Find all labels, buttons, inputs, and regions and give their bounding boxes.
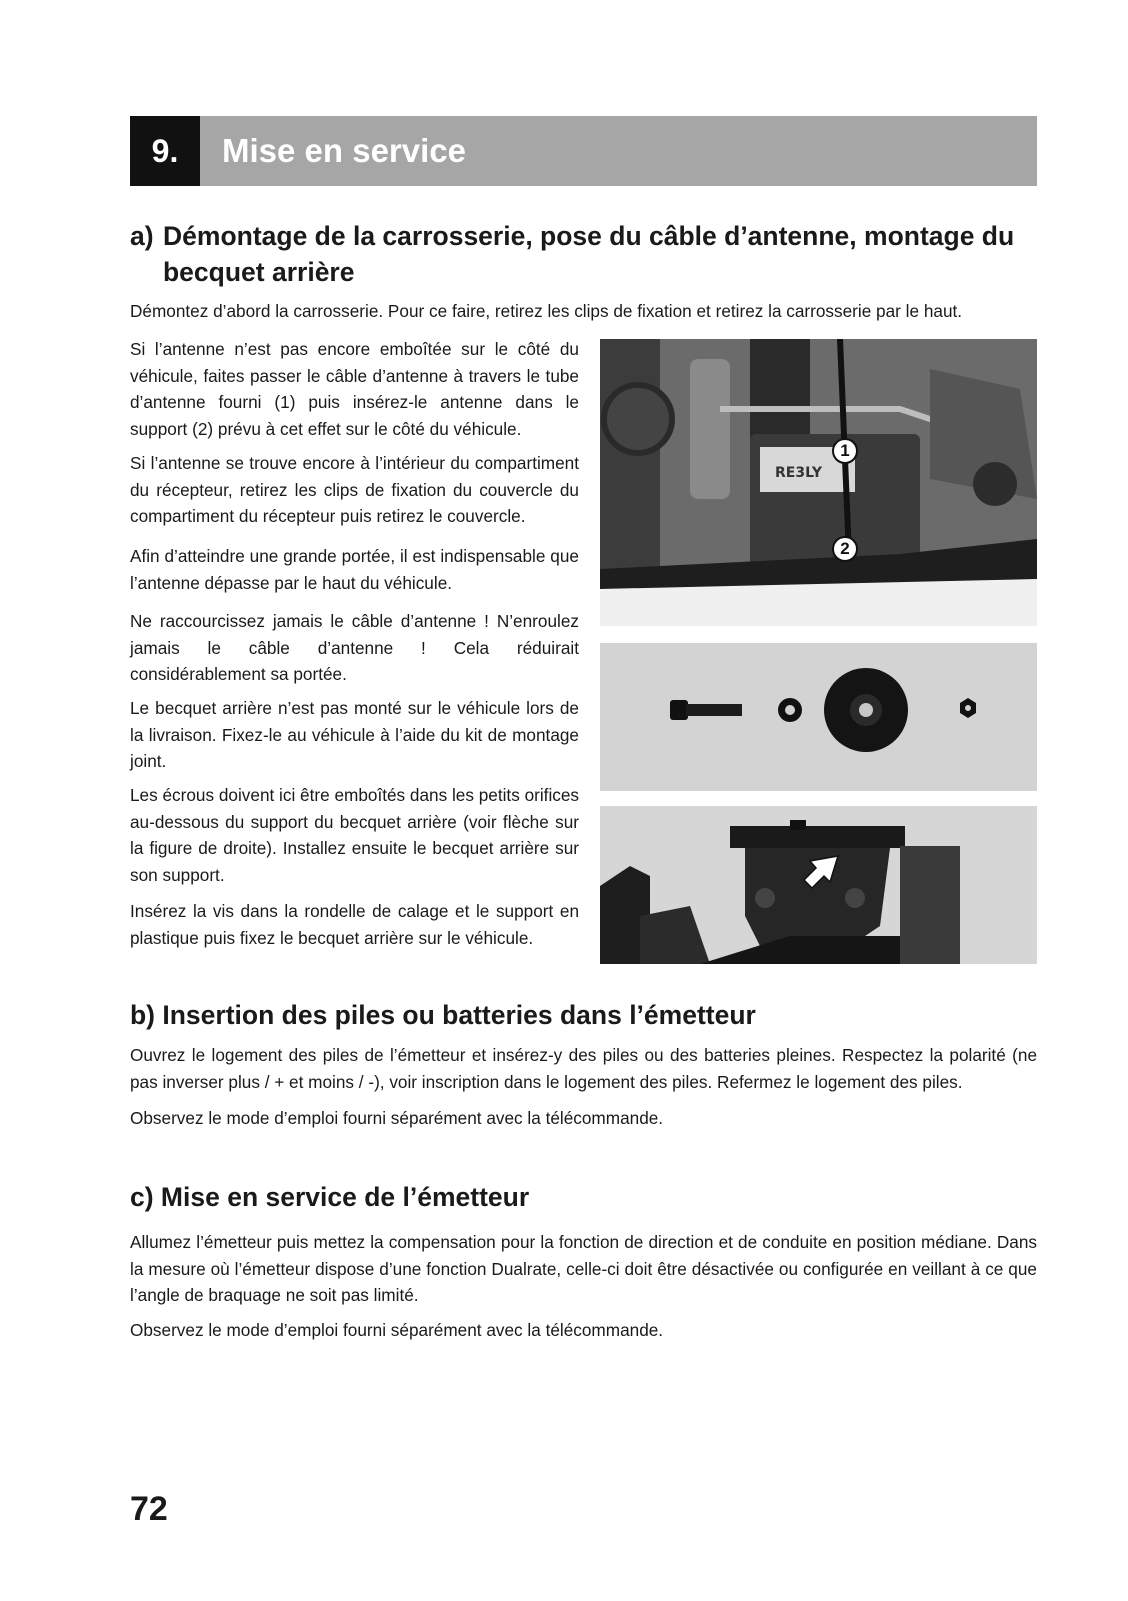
- section-a-paragraph: Insérez la vis dans la rondelle de calage et le support en plastique puis fixez le becquet arrière sur le véhicule.: [130, 901, 579, 948]
- section-c-paragraph: Observez le mode d’emploi fourni séparément avec la télécommande.: [130, 1320, 664, 1340]
- figure-mounting-kit: [600, 643, 1037, 791]
- chapter-number: 9.: [130, 116, 200, 186]
- figure-antenna-installation: [600, 339, 1037, 626]
- antenna-installation-illustration: [600, 339, 1037, 626]
- chapter-header: [130, 116, 1037, 186]
- section-c-paragraph: Allumez l’émetteur puis mettez la compensation pour la fonction de direction et de conduite en position médiane. Dans la mesure où l’émetteur dispose d’une fonction Dualrate, celle-ci doit être désactivée ou configurée en veillant à ce que l’angle de braquage ne soit pas limité.: [130, 1232, 1037, 1305]
- section-a-paragraph: Si l’antenne n’est pas encore emboîtée sur le côté du véhicule, faites passer le câble d’antenne à travers le tube d’antenne fourni (1) puis insérez-le antenne dans le support (2) prévu à cet effet sur le côté du véhicule.: [130, 339, 579, 439]
- mounting-kit-illustration: [600, 643, 1037, 791]
- section-b-paragraph: Ouvrez le logement des piles de l’émetteur et insérez-y des piles ou des batteries pleines. Respectez la polarité (ne pas inverser plus / + et moins / -), voir inscription dans le logement des piles. Refermez le logement des piles.: [130, 1045, 1037, 1092]
- section-a-paragraph: Le becquet arrière n’est pas monté sur le véhicule lors de la livraison. Fixez-le au véhicule à l’aide du kit de montage joint.: [130, 698, 579, 771]
- brand-label: RE3LY: [775, 465, 822, 481]
- section-a-paragraph: Ne raccourcissez jamais le câble d’antenne ! N’enroulez jamais le câble d’antenne ! Cela réduirait considérablement sa portée.: [130, 611, 579, 684]
- section-c-heading: c) Mise en service de l’émetteur: [130, 1182, 530, 1212]
- screw-head-icon: [670, 700, 688, 720]
- section-a-intro: Démontez d’abord la carrosserie. Pour ce faire, retirez les clips de fixation et retirez la carrosserie par le haut.: [130, 301, 963, 321]
- section-b-heading: b) Insertion des piles ou batteries dans l’émetteur: [130, 1000, 756, 1030]
- section-a-heading-text: Démontage de la carrosserie, pose du câble d’antenne, montage du becquet arrière: [163, 221, 1015, 287]
- section-a-paragraph: Les écrous doivent ici être emboîtés dans les petits orifices au-dessous du support du becquet arrière (voir flèche sur la figure de droite). Installez ensuite le becquet arrière sur son support.: [130, 785, 580, 885]
- figure-spoiler-support: [600, 806, 1037, 964]
- callout-2-antenna-support: 2: [832, 536, 858, 562]
- section-a-tag: a): [130, 221, 154, 251]
- screw-shaft-icon: [686, 704, 742, 716]
- chapter-title: Mise en service: [200, 116, 1037, 186]
- section-a-paragraph: Si l’antenne se trouve encore à l’intérieur du compartiment du récepteur, retirez les clips de fixation du couvercle du compartiment du récepteur puis retirez le couvercle.: [130, 453, 579, 526]
- spoiler-support-illustration: [600, 806, 1037, 964]
- callout-1-antenna-tube: 1: [832, 438, 858, 464]
- section-a-paragraph: Afin d’atteindre une grande portée, il est indispensable que l’antenne dépasse par le haut du véhicule.: [130, 546, 579, 593]
- page-number: 72: [130, 1490, 168, 1528]
- section-a-heading: [130, 218, 1037, 290]
- section-b-paragraph: Observez le mode d’emploi fourni séparément avec la télécommande.: [130, 1108, 664, 1128]
